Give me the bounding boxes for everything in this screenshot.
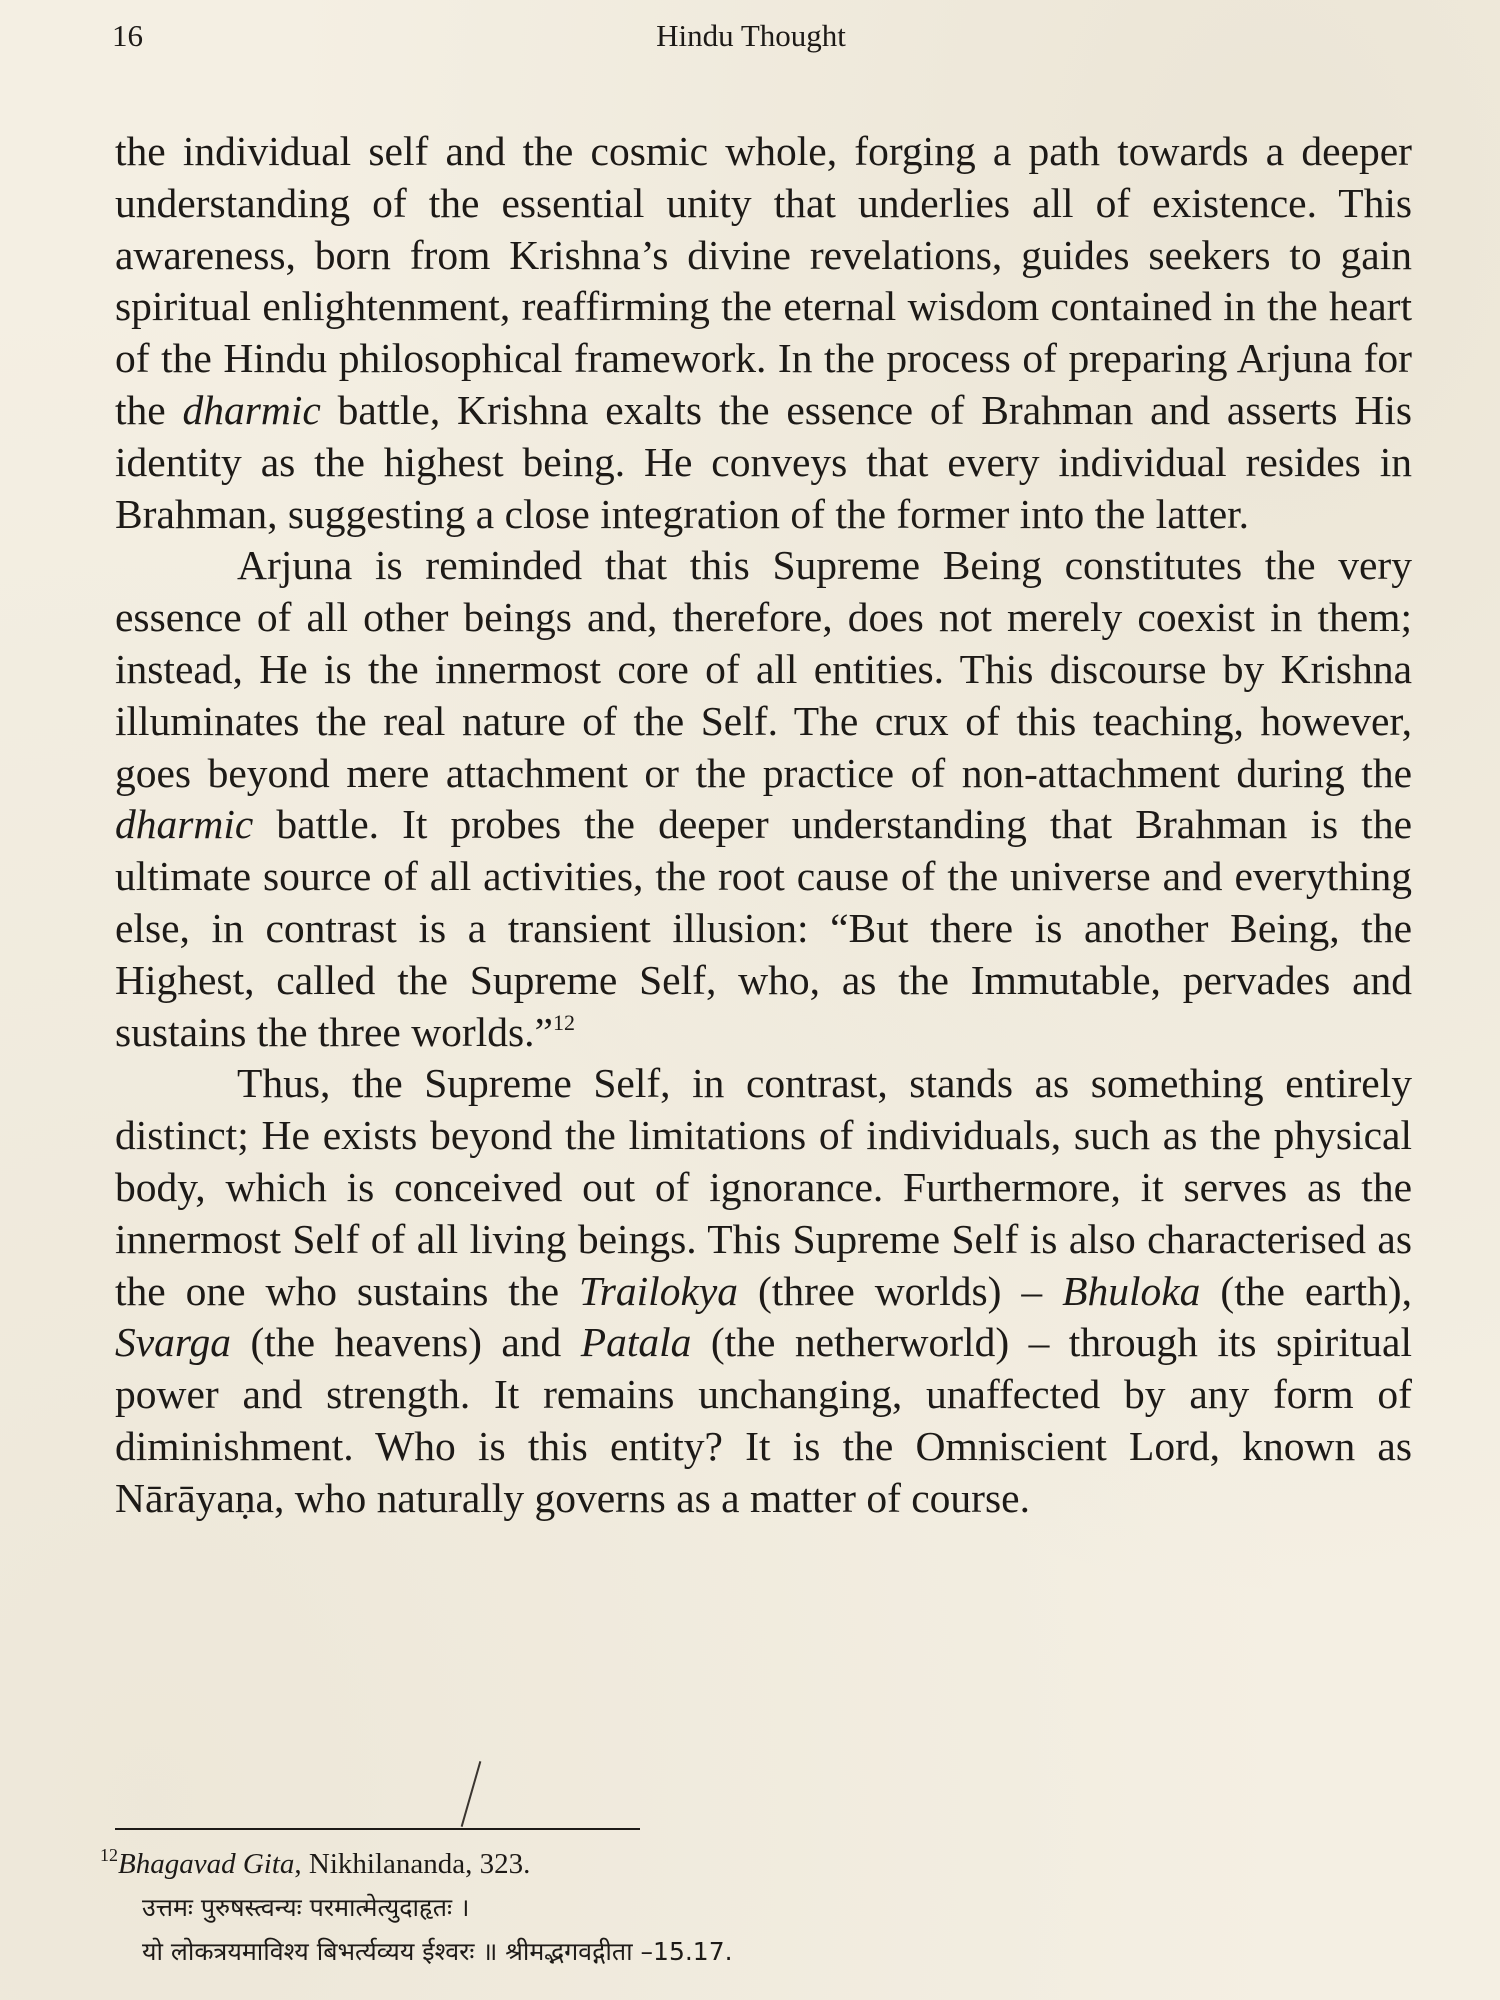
sanskrit-verse-line-1: उत्तमः पुरुषस्त्वन्यः परमात्मेत्युदाहृतः । xyxy=(142,1893,470,1922)
text-run: (three worlds) – xyxy=(738,1267,1063,1314)
footnote-reference: 12 xyxy=(552,1009,575,1035)
footnote xyxy=(100,1842,1100,1974)
text-run: (the earth), xyxy=(1200,1267,1412,1314)
pen-mark xyxy=(461,1761,482,1827)
footnote-rule xyxy=(115,1828,640,1830)
sanskrit-verse-line-2: यो लोकत्रयमाविश्य बिभर्त्यव्यय ईश्वरः ॥ श्रीमद्भगवद्गीता –15.17. xyxy=(142,1937,733,1966)
text-run: battle, Krishna exalts the essence of Brahman and asserts His identity as the highest being. He conveys that every individual resides in Brahman, suggesting a close integration of the former into the latter. xyxy=(115,386,1412,537)
italic-term: Bhuloka xyxy=(1062,1267,1201,1314)
page-number: 16 xyxy=(112,18,143,53)
body-text xyxy=(115,126,1412,1525)
running-title: Hindu Thought xyxy=(656,18,846,53)
text-run: (the netherworld) – through its spiritual power and strength. It remains unchanging, unaffected by any form of diminishment. Who is this entity? It is the Omniscient Lord, known as Nārāyaṇa, who naturally governs as a matter of course. xyxy=(115,1319,1412,1521)
text-run: (the heavens) and xyxy=(231,1319,581,1366)
text-run: battle. It probes the deeper understanding that Brahman is the ultimate source of all activities, the root cause of the universe and everything else, in contrast is a transient illusion: “But there is another Being, the Highest, called the Supreme Self, who, as the Immutable, pervades and sustains the three worlds.” xyxy=(115,801,1412,1055)
text-run: Thus, the Supreme Self, in contrast, stands as something entirely distinct; He exists beyond the limitations of individuals, such as the physical body, which is conceived out of ignorance. Furthermore, it serves as the innermost Self of all living beings. This Supreme Self is also characterised as the one who sustains the xyxy=(115,1060,1412,1314)
italic-term: dharmic xyxy=(115,801,254,848)
italic-term: Patala xyxy=(580,1319,692,1366)
text-run: the individual self and the cosmic whole, forging a path towards a deeper understanding of the essential unity that underlies all of existence. This awareness, born from Krishna’s divine revelations, guides seekers to gain spiritual enlightenment, reaffirming the eternal wisdom contained in the heart of the Hindu philosophical framework. In the process of preparing Arjuna for the xyxy=(115,128,1412,433)
italic-term: Svarga xyxy=(115,1319,232,1366)
running-head xyxy=(112,16,1390,56)
footnote-number: 12 xyxy=(100,1845,118,1865)
paragraph xyxy=(115,1058,1412,1524)
text-run: Arjuna is reminded that this Supreme Being constitutes the very essence of all other beings and, therefore, does not merely coexist in them; instead, He is the innermost core of all entities. This discourse by Krishna illuminates the real nature of the Self. The crux of this teaching, however, goes beyond mere attachment or the practice of non-attachment during the xyxy=(115,542,1412,796)
footnote-source-title: Bhagavad Gita xyxy=(118,1848,295,1880)
footnote-source-detail: , Nikhilananda, 323. xyxy=(294,1848,531,1880)
paragraph xyxy=(115,540,1412,1058)
paragraph xyxy=(115,126,1412,540)
italic-term: dharmic xyxy=(182,386,321,433)
italic-term: Trailokya xyxy=(578,1267,739,1314)
footnote-citation xyxy=(100,1842,1100,1886)
